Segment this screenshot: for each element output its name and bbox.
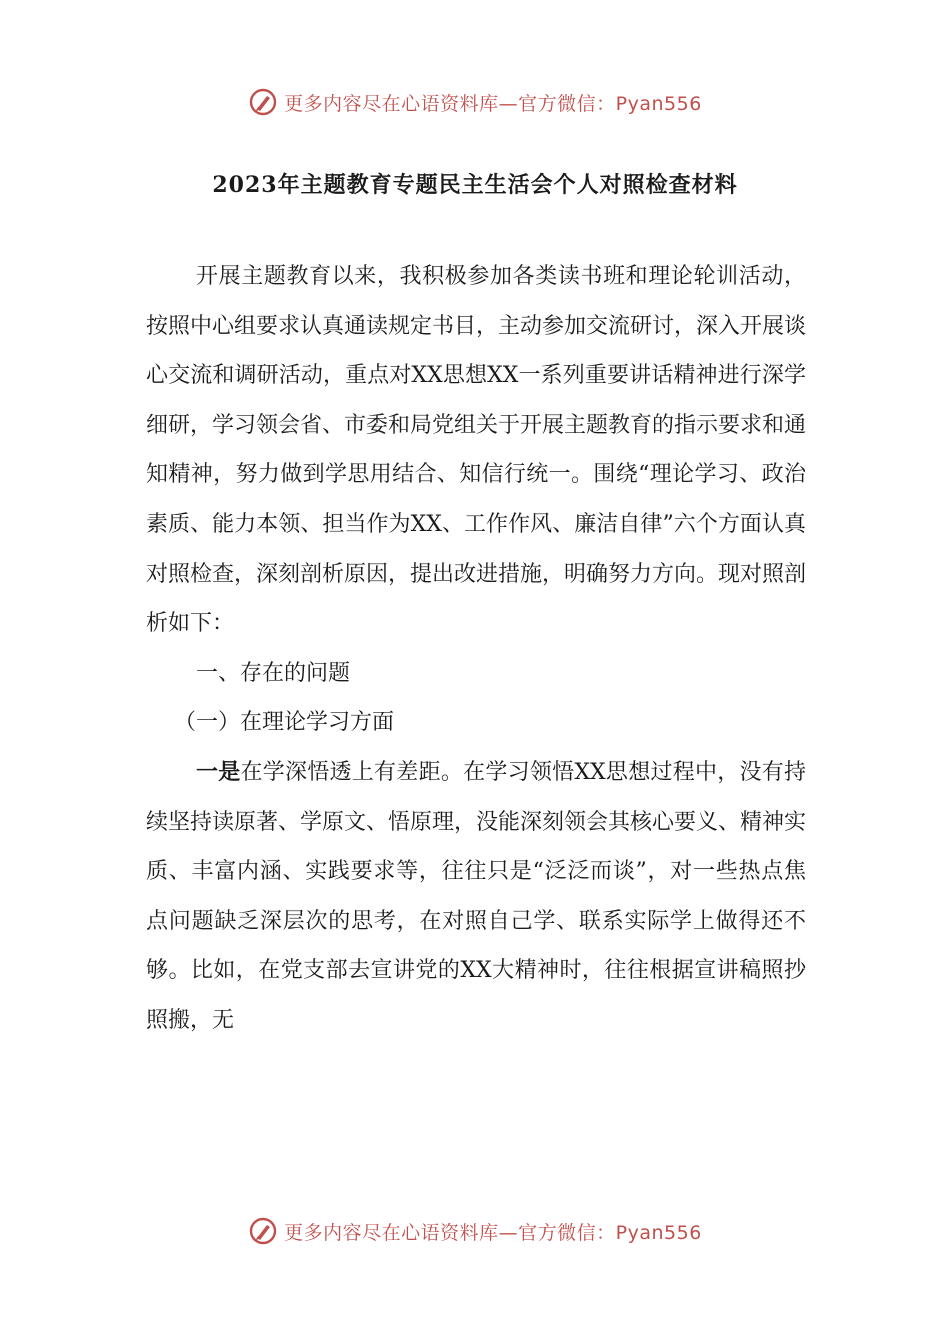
point-text: 在学深悟透上有差距。在学习领悟XX思想过程中，没有持续坚持读原著、学原文、悟原理，没能深刻领会其核心要义、精神实质、丰富内涵、实践要求等，往往只是“泛泛而谈”，对一些热点焦点问题缺乏深层次的思考，在对照自己学、联系实际学上做得还不够。比如，在党支部去宣讲党的XX大精神时，往往根据宣讲稿照抄照搬，无 — [146, 759, 807, 1033]
document-body — [146, 252, 806, 1046]
point-paragraph — [146, 748, 806, 1046]
watermark-header — [0, 82, 950, 122]
point-lead: 一是 — [196, 758, 241, 785]
subsection-heading: （一）在理论学习方面 — [174, 710, 395, 736]
watermark-footer — [0, 1211, 950, 1251]
section-heading: 一、存在的问题 — [196, 660, 351, 686]
pen-nib-circle-icon — [248, 1216, 278, 1246]
watermark-text: 更多内容尽在心语资料库—官方微信：Pyan556 — [284, 1221, 702, 1244]
watermark-text: 更多内容尽在心语资料库—官方微信：Pyan556 — [284, 92, 702, 115]
intro-paragraph: 开展主题教育以来，我积极参加各类读书班和理论轮训活动，按照中心组要求认真通读规定书目，主动参加交流研讨，深入开展谈心交流和调研活动，重点对XX思想XX一系列重要讲话精神进行深学细研，学习领会省、市委和局党组关于开展主题教育的指示要求和通知精神，努力做到学思用结合、知信行统一。围绕“理论学习、政治素质、能力本领、担当作为XX、工作作风、廉洁自律”六个方面认真对照检查，深刻剖析原因，提出改进措施，明确努力方向。现对照剖析如下： — [146, 264, 807, 637]
pen-nib-circle-icon — [248, 87, 278, 117]
document-title: 2023年主题教育专题民主生活会个人对照检查材料 — [212, 172, 738, 198]
